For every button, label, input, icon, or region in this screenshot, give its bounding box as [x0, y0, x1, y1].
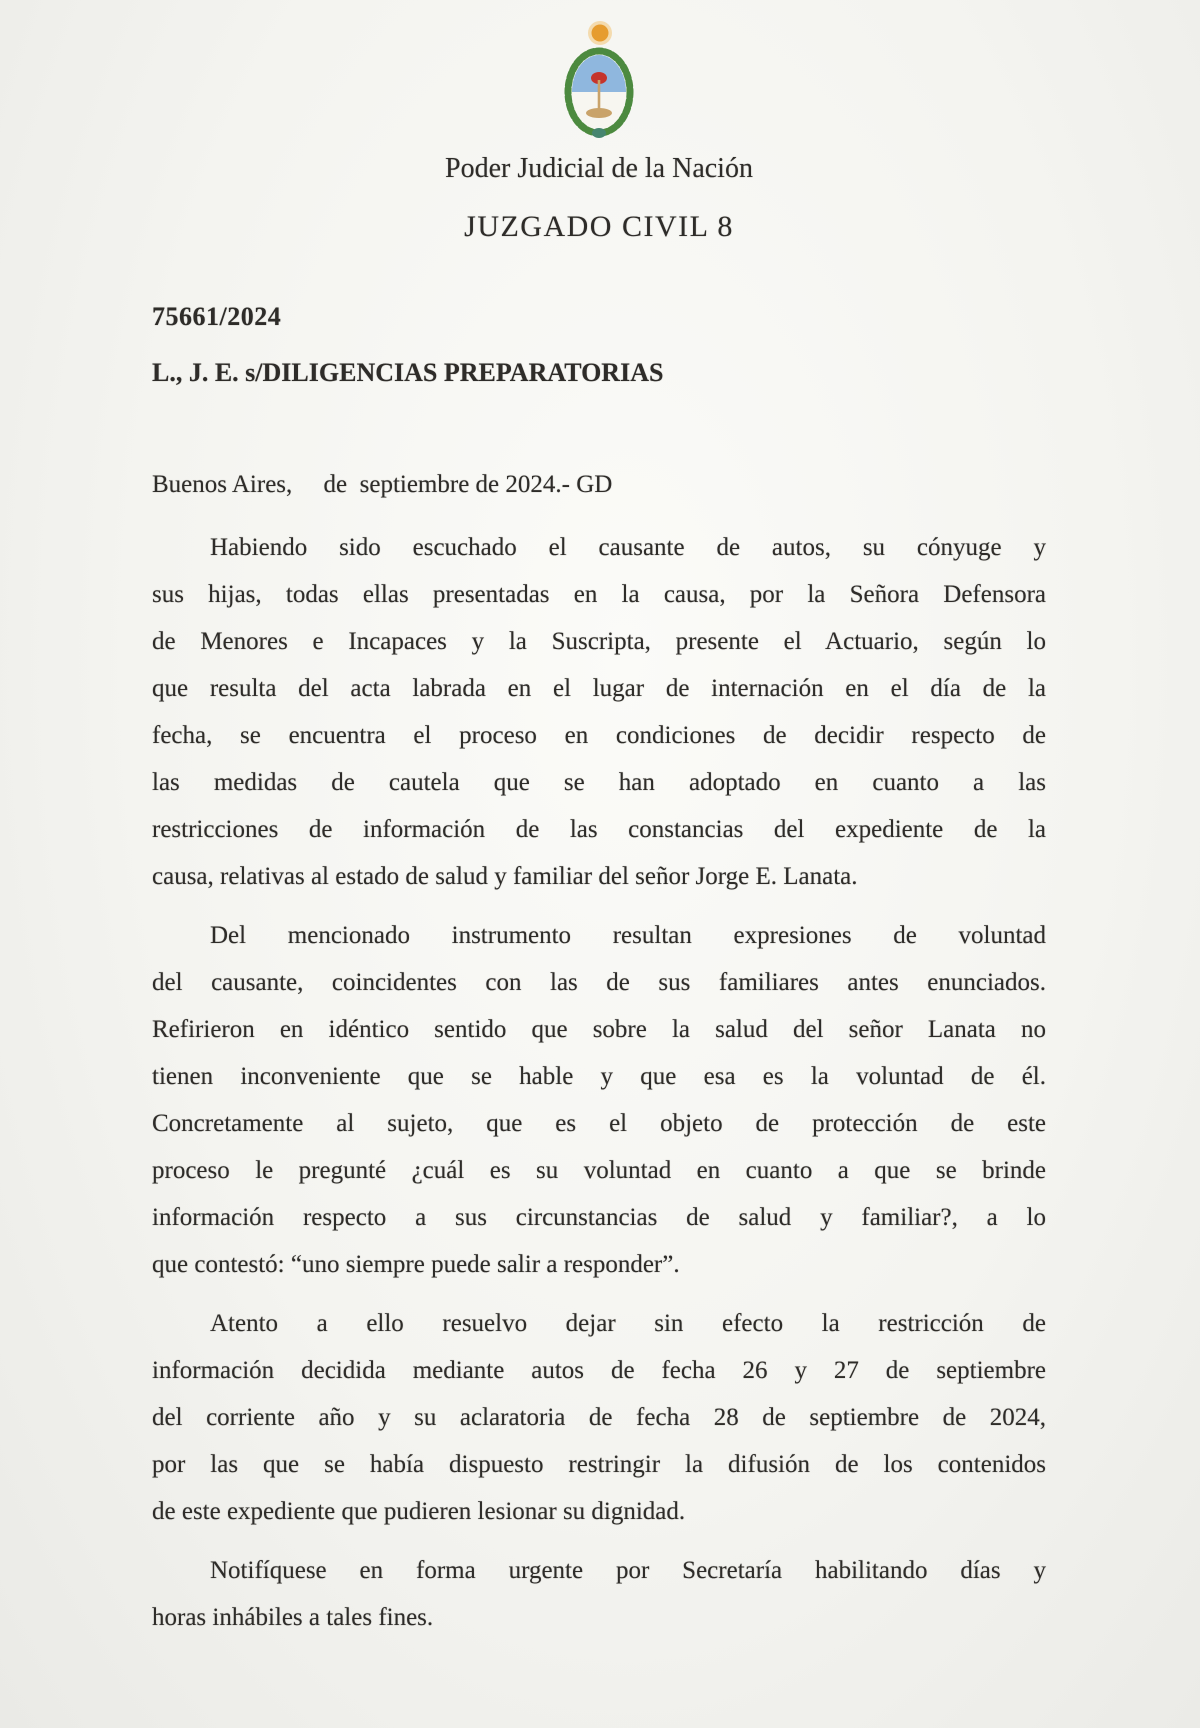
text-line: tienen inconveniente que se hable y que esa es la voluntad de él. — [152, 1063, 1046, 1090]
text-line: Atento a ello resuelvo dejar sin efecto la restricción de — [210, 1310, 1046, 1337]
text-line: fecha, se encuentra el proceso en condiciones de decidir respecto de — [152, 722, 1046, 749]
text-line: información respecto a sus circunstancias de salud y familiar?, a lo — [152, 1204, 1046, 1231]
text-line: Concretamente al sujeto, que es el objeto de protección de este — [152, 1110, 1046, 1137]
paragraph — [152, 524, 1046, 900]
institution-title: Poder Judicial de la Nación — [445, 153, 753, 184]
text-line: que contestó: “uno siempre puede salir a responder”. — [152, 1251, 680, 1278]
paragraph — [152, 912, 1046, 1288]
text-line: Notifíquese en forma urgente por Secretaría habilitando días y — [210, 1557, 1046, 1584]
text-line: Del mencionado instrumento resultan expresiones de voluntad — [210, 922, 1046, 949]
paragraph — [152, 1300, 1046, 1535]
text-line: del corriente año y su aclaratoria de fecha 28 de septiembre de 2024, — [152, 1404, 1046, 1431]
text-line: de Menores e Incapaces y la Suscripta, presente el Actuario, según lo — [152, 628, 1046, 655]
text-line: restricciones de información de las constancias del expediente de la — [152, 816, 1046, 843]
text-line: del causante, coincidentes con las de sus familiares antes enunciados. — [152, 969, 1046, 996]
case-number: 75661/2024 — [152, 302, 282, 331]
text-line: Habiendo sido escuchado el causante de autos, su cónyuge y — [210, 534, 1046, 561]
ribbon-knot-icon — [592, 128, 606, 138]
text-line: causa, relativas al estado de salud y familiar del señor Jorge E. Lanata. — [152, 863, 858, 890]
document-body — [152, 524, 1046, 1641]
text-line: Refirieron en idéntico sentido que sobre la salud del señor Lanata no — [152, 1016, 1046, 1043]
paragraph — [152, 1547, 1046, 1641]
dateline: Buenos Aires, de septiembre de 2024.- GD — [152, 471, 613, 498]
text-line: proceso le pregunté ¿cuál es su voluntad en cuanto a que se brinde — [152, 1157, 1046, 1184]
court-document — [152, 0, 1046, 1641]
text-line: que resulta del acta labrada en el lugar de internación en el día de la — [152, 675, 1046, 702]
text-line: por las que se había dispuesto restringir la difusión de los contenidos — [152, 1451, 1046, 1478]
text-line: horas inhábiles a tales fines. — [152, 1604, 434, 1631]
case-caption: L., J. E. s/DILIGENCIAS PREPARATORIAS — [152, 358, 664, 387]
court-title: JUZGADO CIVIL 8 — [464, 210, 734, 243]
text-line: de este expediente que pudieren lesionar su dignidad. — [152, 1498, 686, 1525]
text-line: sus hijas, todas ellas presentadas en la causa, por la Señora Defensora — [152, 581, 1046, 608]
clasped-hands-icon — [586, 108, 612, 118]
sun-of-may-icon — [592, 25, 609, 42]
argentina-coat-of-arms-icon — [152, 20, 1046, 142]
text-line: información decidida mediante autos de fecha 26 y 27 de septiembre — [152, 1357, 1046, 1384]
text-line: las medidas de cautela que se han adoptado en cuanto a las — [152, 769, 1046, 796]
coat-of-arms-svg — [553, 20, 645, 142]
